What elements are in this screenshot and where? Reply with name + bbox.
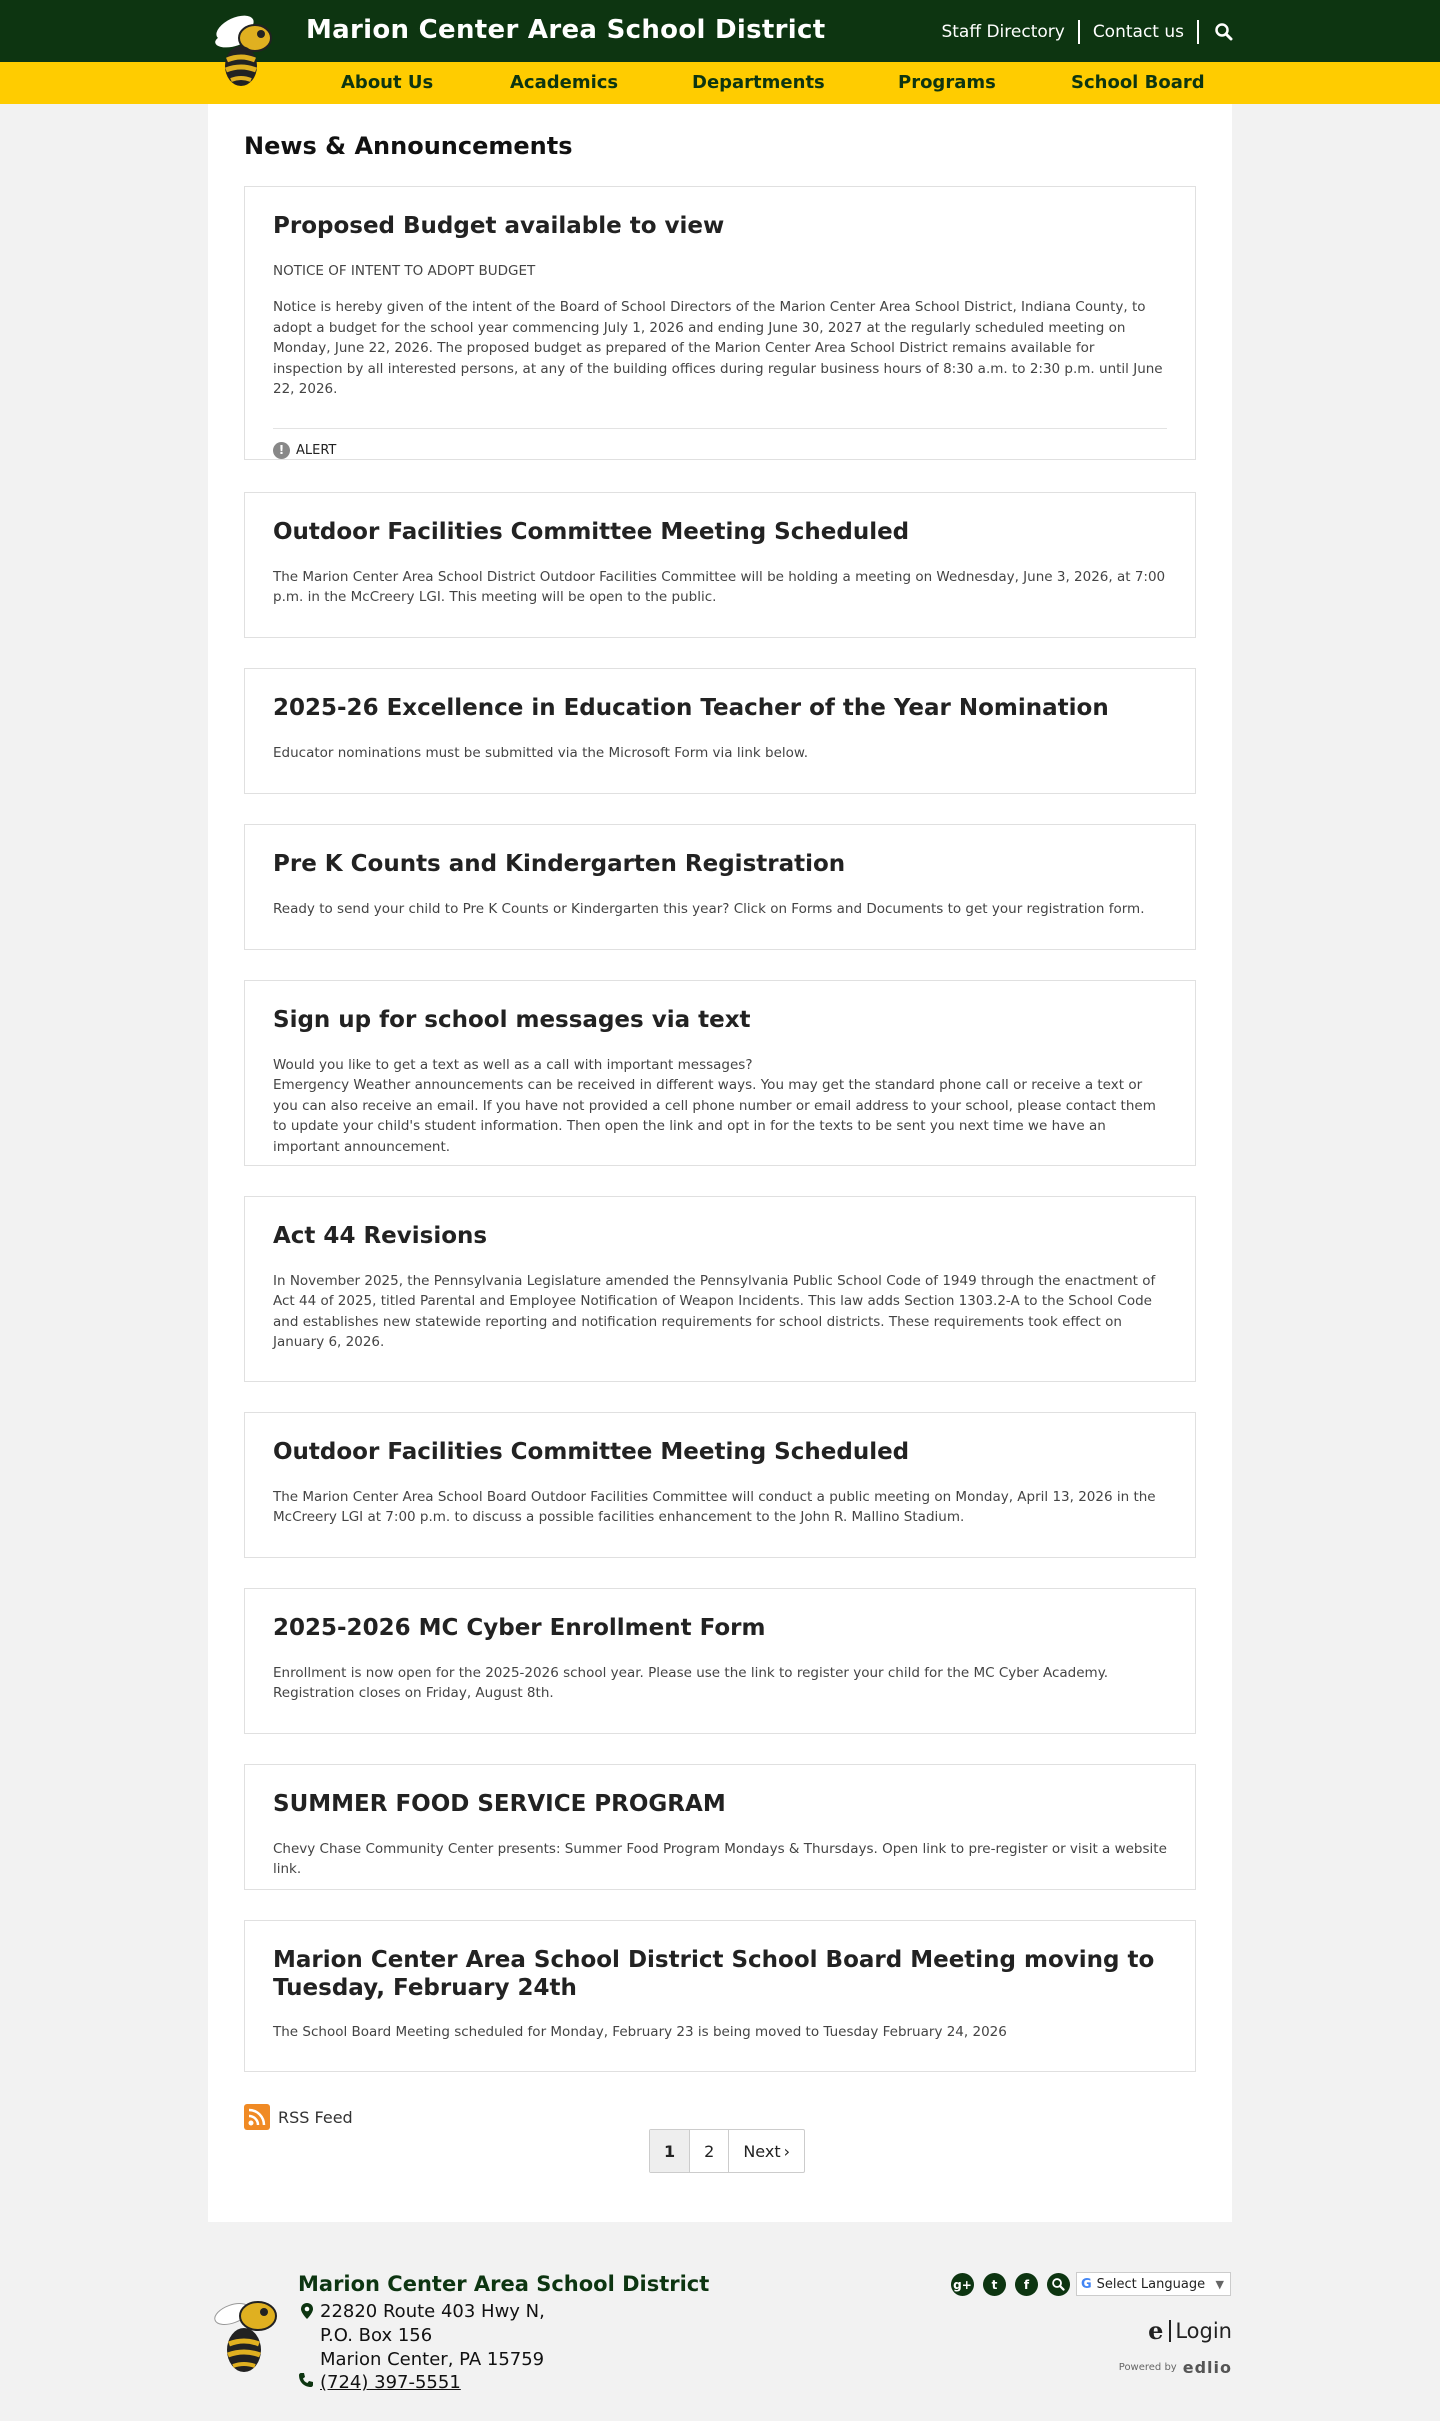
news-body: Educator nominations must be submitted via the Microsoft Form via link below.	[273, 744, 809, 761]
pagination	[649, 2129, 805, 2173]
nav-item-about-us[interactable]: About Us	[341, 72, 434, 93]
facebook-icon[interactable]: f	[1015, 2273, 1038, 2296]
next-label: Next	[743, 2141, 781, 2161]
social-links	[951, 2273, 1070, 2296]
news-card	[244, 824, 1196, 950]
news-title[interactable]: Pre K Counts and Kindergarten Registration	[273, 851, 846, 877]
footer-address	[320, 2300, 545, 2372]
address-line: Marion Center, PA 15759	[320, 2349, 545, 2370]
edlio-e-icon: e	[1148, 2316, 1164, 2345]
search-button[interactable]	[1212, 20, 1236, 44]
news-title[interactable]: Outdoor Facilities Committee Meeting Scheduled	[273, 519, 910, 545]
nav-item-programs[interactable]: Programs	[898, 72, 996, 93]
page-title: News & Announcements	[244, 132, 573, 160]
alert-tag[interactable]	[273, 428, 1167, 459]
news-card	[244, 1412, 1196, 1558]
news-body: Chevy Chase Community Center presents: Summer Food Program Mondays & Thursdays. Open link to pre-register or visit a website link.	[273, 1840, 1167, 1878]
link-divider	[1197, 20, 1199, 44]
powered-by[interactable]	[1119, 2358, 1232, 2377]
dropdown-arrow-icon: ▼	[1215, 2277, 1224, 2291]
news-body: In November 2025, the Pennsylvania Legislature amended the Pennsylvania Public School Code of 1949 through the enactment of Act 44 of 2025, titled Parental and Employee Notification of Weapon Incidents. This law adds Section 1303.2-A to the School Code and establishes new statewide reporting and notification requirements for school districts. These requirements took effect on January 6, 2026.	[273, 1272, 1156, 1351]
rss-label: RSS Feed	[278, 2107, 353, 2127]
footer-logo	[212, 2290, 292, 2378]
news-card	[244, 668, 1196, 794]
news-title[interactable]: 2025-26 Excellence in Education Teacher of the Year Nomination	[273, 695, 1109, 721]
map-pin-icon	[300, 2302, 314, 2320]
login-link[interactable]	[1148, 2316, 1232, 2345]
news-card	[244, 186, 1196, 460]
news-title[interactable]: Marion Center Area School District School Board Meeting moving to Tuesday, February 24th	[273, 1947, 1155, 2001]
news-title[interactable]: Outdoor Facilities Committee Meeting Scheduled	[273, 1439, 910, 1465]
news-title[interactable]: Act 44 Revisions	[273, 1223, 488, 1249]
rss-feed-link[interactable]	[244, 2104, 353, 2130]
address-line: 22820 Route 403 Hwy N,	[320, 2301, 545, 2322]
alert-icon: !	[273, 442, 290, 459]
search-icon	[1215, 23, 1233, 41]
login-label: Login	[1175, 2318, 1232, 2343]
news-card	[244, 1920, 1196, 2072]
nav-item-academics[interactable]: Academics	[510, 72, 619, 93]
google-icon: G	[1081, 2276, 1092, 2292]
nav-item-school-board[interactable]: School Board	[1071, 72, 1205, 93]
news-body: Enrollment is now open for the 2025-2026 school year. Please use the link to register your child for the MC Cyber Academy. Registration closes on Friday, August 8th.	[273, 1664, 1109, 1702]
footer-district-name: Marion Center Area School District	[298, 2272, 710, 2296]
address-line: P.O. Box 156	[320, 2325, 433, 2346]
news-title[interactable]: 2025-2026 MC Cyber Enrollment Form	[273, 1615, 766, 1641]
page-2-button[interactable]: 2	[690, 2130, 729, 2172]
rss-icon	[244, 2104, 270, 2130]
news-card	[244, 1764, 1196, 1890]
chevron-right-icon: ›	[783, 2141, 791, 2161]
login-divider	[1169, 2320, 1171, 2342]
news-body: NOTICE OF INTENT TO ADOPT BUDGET	[273, 262, 536, 279]
district-logo[interactable]	[213, 8, 289, 90]
main-content	[208, 104, 1232, 2222]
news-card	[244, 980, 1196, 1166]
hornet-icon	[212, 2290, 292, 2378]
news-body: Would you like to get a text as well as a call with important messages? Emergency Weather announcements can be received in different ways. You may get the standard phone call or receive a text or you can also receive an email. If you have not provided a cell phone number or email address to your school, please contact them to update your child's student information. Then open the link and opt in for the texts to be sent you next time we have an important announcement.	[273, 1056, 1156, 1155]
news-title[interactable]: Sign up for school messages via text	[273, 1007, 751, 1033]
twitter-icon[interactable]: t	[983, 2273, 1006, 2296]
language-label: Select Language	[1096, 2276, 1206, 2292]
news-card	[244, 1588, 1196, 1734]
language-select[interactable]	[1076, 2272, 1231, 2296]
search-icon[interactable]	[1047, 2273, 1070, 2296]
powered-by-label: Powered by	[1118, 2362, 1177, 2373]
alert-label: ALERT	[296, 442, 337, 458]
nav-item-departments[interactable]: Departments	[692, 72, 825, 93]
staff-directory-link[interactable]: Staff Directory	[941, 22, 1065, 42]
next-page-button[interactable]	[729, 2130, 804, 2172]
news-body: The School Board Meeting scheduled for Monday, February 23 is being moved to Tuesday February 24, 2026	[273, 2024, 1007, 2041]
news-title[interactable]: Proposed Budget available to view	[273, 213, 725, 239]
news-body: The Marion Center Area School District Outdoor Facilities Committee will be holding a meeting on Wednesday, June 3, 2026, at 7:00 p.m. in the McCreery LGI. This meeting will be open to the public.	[273, 568, 1166, 606]
news-card	[244, 1196, 1196, 1382]
news-body: The Marion Center Area School Board Outdoor Facilities Committee will conduct a public meeting on Monday, April 13, 2026 in the McCreery LGI at 7:00 p.m. to discuss a possible facilities enhancement to the John R. Mallino Stadium.	[273, 1488, 1156, 1526]
news-title[interactable]: SUMMER FOOD SERVICE PROGRAM	[273, 1791, 726, 1817]
link-divider	[1078, 20, 1080, 44]
page-1-button[interactable]: 1	[650, 2130, 690, 2172]
news-body: Notice is hereby given of the intent of the Board of School Directors of the Marion Center Area School District, Indiana County, to adopt a budget for the school year commencing July 1, 2026 and ending June 30, 2027 at the regularly scheduled meeting on Monday, June 22, 2026. The proposed budget as prepared of the Marion Center Area School District remains available for inspection by all interested persons, at any of the building offices during regular business hours of 8:30 a.m. to 2:30 p.m. until June 22, 2026.	[273, 299, 1163, 398]
hornet-icon	[213, 8, 289, 90]
google-plus-icon[interactable]: g+	[951, 2273, 974, 2296]
top-header	[0, 0, 1440, 62]
footer-phone-link[interactable]: (724) 397-5551	[320, 2372, 461, 2393]
site-title[interactable]: Marion Center Area School District	[306, 15, 826, 45]
news-body: Ready to send your child to Pre K Counts or Kindergarten this year? Click on Forms and Documents to get your registration form.	[273, 900, 1145, 917]
phone-icon	[298, 2372, 314, 2388]
contact-us-link[interactable]: Contact us	[1092, 22, 1184, 42]
edlio-brand: edlio	[1182, 2358, 1232, 2377]
utility-links	[941, 20, 1236, 44]
news-card	[244, 492, 1196, 638]
